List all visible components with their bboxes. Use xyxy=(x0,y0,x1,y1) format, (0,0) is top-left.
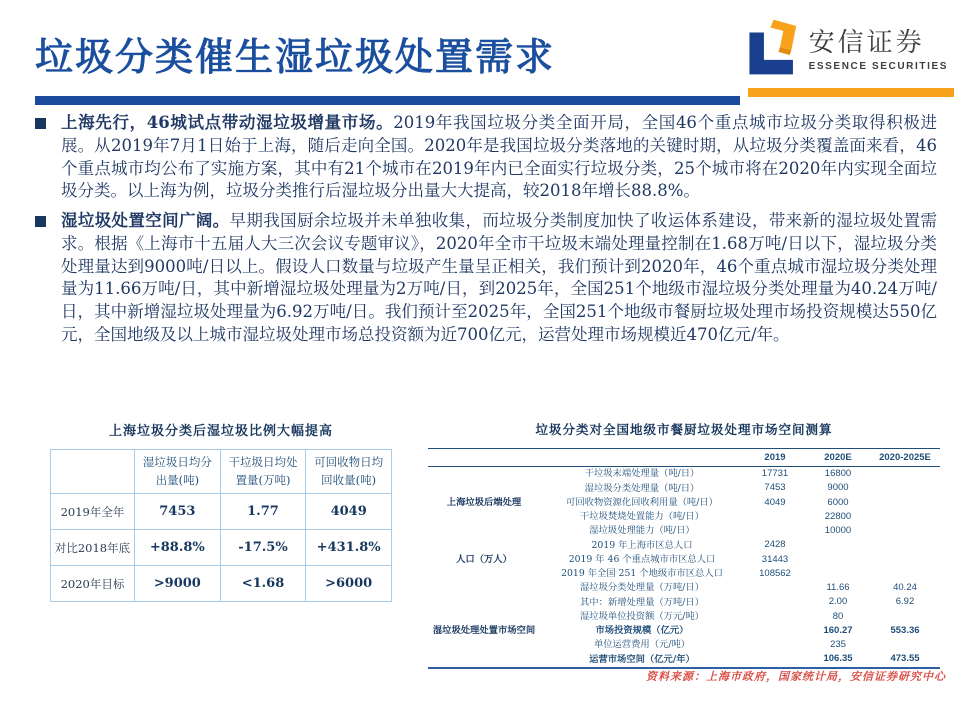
group-label xyxy=(428,595,540,609)
value-2020e: 22800 xyxy=(824,510,852,522)
cell-value: +431.8% xyxy=(306,530,392,566)
square-bullet-icon xyxy=(35,118,46,129)
table-row xyxy=(428,638,940,652)
group-label xyxy=(428,638,540,652)
cell-value: >6000 xyxy=(306,566,392,602)
group-label: 湿垃圾处理处置市场空间 xyxy=(432,625,536,637)
value-2020-2025e xyxy=(870,610,940,624)
value-2020-2025e xyxy=(870,524,940,538)
value-2019: 7453 xyxy=(764,482,786,494)
column-header xyxy=(428,449,540,467)
shanghai-waste-table-block xyxy=(50,420,392,602)
table-row xyxy=(51,494,392,530)
value-2020-2025e: 553.36 xyxy=(890,624,920,636)
bullet-lead: 湿垃圾处置空间广阔。 xyxy=(61,211,230,231)
column-header: 干垃圾日均处置量(万吨) xyxy=(220,450,306,494)
value-2019 xyxy=(744,581,806,595)
table-row xyxy=(428,481,940,495)
logo-divider-orange-bar xyxy=(748,88,954,97)
value-2019 xyxy=(744,624,806,638)
metric-label: 湿垃圾单位投资额（万元/吨） xyxy=(580,610,704,622)
cell-value: 4049 xyxy=(306,494,392,530)
bullet-lead: 上海先行，46城试点带动湿垃圾增量市场。 xyxy=(61,113,394,132)
value-2019: 108562 xyxy=(759,567,791,579)
value-2020e: 80 xyxy=(832,610,844,622)
column-header xyxy=(540,449,744,467)
value-2020e xyxy=(806,553,870,567)
value-2020-2025e: 6.92 xyxy=(895,596,915,608)
value-2020e: 6000 xyxy=(827,496,849,508)
metric-label: 湿垃圾处理能力（吨/日） xyxy=(589,525,695,537)
cell-value: -17.5% xyxy=(220,530,306,566)
cell-value: >9000 xyxy=(135,566,221,602)
title-divider-blue-bar xyxy=(35,96,740,105)
table-row xyxy=(428,510,940,524)
column-header: 2019 xyxy=(744,449,806,467)
group-label xyxy=(428,652,540,667)
value-2020e xyxy=(806,538,870,552)
group-label xyxy=(428,467,540,482)
square-bullet-icon xyxy=(35,216,46,227)
group-label xyxy=(428,524,540,538)
value-2020e: 10000 xyxy=(824,525,852,537)
bullet-list xyxy=(35,112,937,354)
value-2019 xyxy=(744,524,806,538)
value-2020e: 9000 xyxy=(827,482,849,494)
brand-logo xyxy=(743,18,948,76)
metric-label: 其中：新增处理量（万吨/日） xyxy=(580,596,704,608)
table-row xyxy=(428,553,940,567)
row-label: 对比2018年底 xyxy=(51,530,135,566)
table-row xyxy=(428,610,940,624)
column-header xyxy=(51,450,135,494)
table-row xyxy=(51,530,392,566)
group-label xyxy=(428,481,540,495)
metric-label: 单位运营费用（元/吨） xyxy=(593,639,691,651)
value-2020-2025e xyxy=(870,567,940,581)
metric-label: 运营市场空间（亿元/年） xyxy=(540,652,744,667)
column-header: 2020E xyxy=(806,449,870,467)
value-2019: 2428 xyxy=(764,539,786,551)
left-table-title: 上海垃圾分类后湿垃圾比例大幅提高 xyxy=(108,424,333,439)
cell-value: +88.8% xyxy=(135,530,221,566)
bullet-body: 早期我国厨余垃圾并未单独收集，而垃圾分类制度加快了收运体系建设，带来新的湿垃圾处置需求。根据《上海市十五届人大三次会议专题审议》，2020年全市干垃圾末端处理量控制在1.68万吨/日以下，湿垃圾分类处理量达到9000吨/日以上。假设人口数量与垃圾产生量呈正相关，我们预计到2020年，46个重点城市湿垃圾分类处理量为11.66万吨/日，其中新增湿垃圾处理量为2万吨/日，到2025年，全国251个地级市湿垃圾分类处理量为40.24万吨/日，其中新增湿垃圾处理量为6.92万吨/日。我们预计至2025年，全国251个地级市餐厨垃圾处理市场投资规模达550亿元，全国地级及以上城市湿垃圾处理市场总投资额为近700亿元，运营处理市场规模近470亿元/年。 xyxy=(61,211,938,344)
row-label: 2020年目标 xyxy=(51,566,135,602)
metric-label: 湿垃圾分类处理量（吨/日） xyxy=(584,482,700,494)
metric-label: 干垃圾焚烧处置能力（吨/日） xyxy=(580,511,704,523)
value-2020-2025e: 473.55 xyxy=(870,652,940,667)
value-2019 xyxy=(744,510,806,524)
value-2020e: 2.00 xyxy=(828,596,848,608)
bullet-text xyxy=(61,210,937,347)
market-forecast-table xyxy=(428,448,940,669)
value-2019: 4049 xyxy=(764,496,786,508)
cell-value: 7453 xyxy=(135,494,221,530)
page-title: 垃圾分类催生湿垃圾处置需求 xyxy=(35,37,556,79)
essence-securities-logo-icon xyxy=(743,18,801,76)
metric-label: 2019 年 46 个重点城市市区总人口 xyxy=(568,553,716,565)
table-row xyxy=(428,595,940,609)
value-2020-2025e xyxy=(870,538,940,552)
logo-subtitle: ESSENCE SECURITIES xyxy=(808,61,948,72)
value-2020-2025e xyxy=(870,481,940,495)
table-header-row xyxy=(428,449,940,467)
value-2019: 31443 xyxy=(761,553,789,565)
table-row xyxy=(428,567,940,581)
value-2020-2025e xyxy=(870,553,940,567)
value-2020e: 160.27 xyxy=(823,624,853,636)
value-2020-2025e: 40.24 xyxy=(893,582,917,594)
group-label xyxy=(428,538,540,552)
value-2019: 17731 xyxy=(761,468,789,480)
group-label xyxy=(428,567,540,581)
group-label xyxy=(428,510,540,524)
value-2020e: 11.66 xyxy=(826,582,850,594)
table-row xyxy=(428,624,940,638)
bullet-body: 2019年我国垃圾分类全面开局，全国46个重点城市垃圾分类取得积极进展。从2019年7月1日始于上海，随后走向全国。2020年是我国垃圾分类落地的关键时期，从垃圾分类覆盖面来看，46个重点城市均公布了实施方案，其中有21个城市在2019年内已全面实行垃圾分类，25个城市将在2020年内实现全面垃圾分类。以上海为例，垃圾分类推行后湿垃圾分出量大大提高，较2018年增长88.8%。 xyxy=(61,113,937,201)
logo-text xyxy=(809,22,948,72)
bullet-text xyxy=(61,112,937,203)
value-2019 xyxy=(744,638,806,652)
value-2019 xyxy=(744,652,806,667)
value-2020e: 106.35 xyxy=(806,652,870,667)
table-row xyxy=(428,496,940,510)
source-note: 资料来源：上海市政府，国家统计局，安信证券研究中心 xyxy=(646,670,946,683)
metric-label: 2019 年全国 251 个地级市市区总人口 xyxy=(561,568,723,580)
column-header: 湿垃圾日均分出量(吨) xyxy=(135,450,221,494)
value-2019 xyxy=(744,595,806,609)
group-label: 人口（万人） xyxy=(456,553,512,565)
value-2020-2025e xyxy=(870,638,940,652)
table-row xyxy=(428,581,940,595)
market-forecast-table-block xyxy=(428,420,940,669)
metric-label: 2019 年上海市区总人口 xyxy=(591,539,693,551)
cell-value: <1.68 xyxy=(220,566,306,602)
table-row xyxy=(428,652,940,667)
metric-label: 湿垃圾分类处理量（万吨/日） xyxy=(580,582,704,594)
tables-section xyxy=(0,412,960,672)
metric-label: 市场投资规模（亿元） xyxy=(595,625,689,637)
shanghai-waste-table xyxy=(50,449,392,602)
value-2020e: 235 xyxy=(830,639,846,651)
metric-label: 干垃圾末端处理量（吨/日） xyxy=(584,468,700,480)
column-header: 可回收物日均回收量(吨) xyxy=(306,450,392,494)
row-label: 2019年全年 xyxy=(51,494,135,530)
group-label: 上海垃圾后端处理 xyxy=(446,496,522,508)
bullet-item xyxy=(35,112,937,203)
cell-value: 1.77 xyxy=(220,494,306,530)
group-label xyxy=(428,610,540,624)
table-row xyxy=(428,538,940,552)
group-label xyxy=(428,581,540,595)
column-header: 2020-2025E xyxy=(870,449,940,467)
logo-name: 安信证券 xyxy=(808,27,925,57)
right-table-title: 垃圾分类对全国地级市餐厨垃圾处理市场空间测算 xyxy=(535,422,833,437)
value-2020-2025e xyxy=(870,467,940,482)
bullet-item xyxy=(35,210,937,347)
metric-label: 可回收物资源化回收利用量（吨/日） xyxy=(566,496,718,508)
value-2019 xyxy=(744,610,806,624)
table-row xyxy=(428,467,940,482)
table-row xyxy=(51,566,392,602)
table-header-row xyxy=(51,450,392,494)
value-2020e xyxy=(806,567,870,581)
value-2020-2025e xyxy=(870,496,940,510)
value-2020e: 16800 xyxy=(824,468,852,480)
table-row xyxy=(428,524,940,538)
value-2020-2025e xyxy=(870,510,940,524)
